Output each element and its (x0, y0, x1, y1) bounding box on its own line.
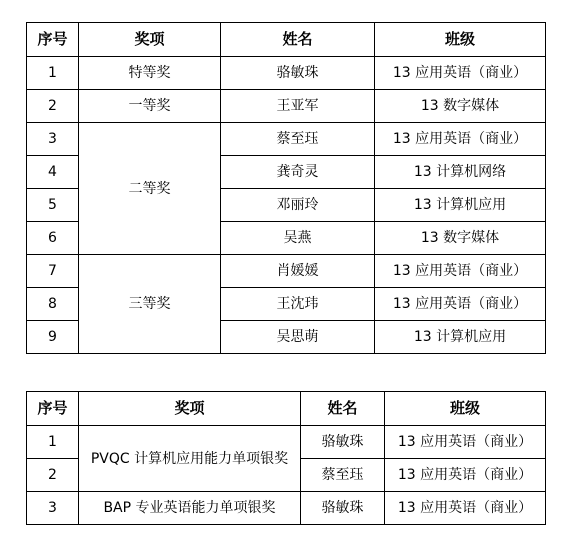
cell-class: 13 应用英语（商业） (375, 288, 546, 321)
cell-name: 王亚军 (221, 90, 375, 123)
cell-name: 龚奇灵 (221, 156, 375, 189)
cell-class: 13 数字媒体 (375, 222, 546, 255)
cell-name: 骆敏珠 (301, 426, 385, 459)
header-class: 班级 (375, 23, 546, 57)
cell-class: 13 计算机应用 (375, 189, 546, 222)
cell-class: 13 应用英语（商业） (385, 459, 546, 492)
cell-no: 9 (27, 321, 79, 354)
cell-class: 13 计算机应用 (375, 321, 546, 354)
cell-no: 1 (27, 426, 79, 459)
header-award: 奖项 (79, 392, 301, 426)
cell-no: 8 (27, 288, 79, 321)
cell-no: 1 (27, 57, 79, 90)
cell-no: 2 (27, 90, 79, 123)
cell-class: 13 应用英语（商业） (375, 123, 546, 156)
cell-class: 13 应用英语（商业） (375, 57, 546, 90)
cell-name: 骆敏珠 (301, 492, 385, 525)
table-row (27, 492, 546, 525)
cell-award: 二等奖 (79, 123, 221, 255)
cell-class: 13 应用英语（商业） (375, 255, 546, 288)
cell-class: 13 计算机网络 (375, 156, 546, 189)
table-header-row (27, 392, 546, 426)
header-name: 姓名 (221, 23, 375, 57)
cell-no: 7 (27, 255, 79, 288)
table-row (27, 90, 546, 123)
table-row (27, 57, 546, 90)
table-header-row (27, 23, 546, 57)
cell-name: 王沈玮 (221, 288, 375, 321)
cell-no: 2 (27, 459, 79, 492)
special-awards-table (26, 391, 546, 525)
cell-name: 吴思萌 (221, 321, 375, 354)
cell-award: 一等奖 (79, 90, 221, 123)
cell-no: 6 (27, 222, 79, 255)
cell-award: 三等奖 (79, 255, 221, 354)
cell-class: 13 数字媒体 (375, 90, 546, 123)
cell-no: 3 (27, 492, 79, 525)
cell-award: BAP 专业英语能力单项银奖 (79, 492, 301, 525)
cell-name: 吴燕 (221, 222, 375, 255)
cell-name: 骆敏珠 (221, 57, 375, 90)
cell-no: 3 (27, 123, 79, 156)
cell-no: 4 (27, 156, 79, 189)
header-name: 姓名 (301, 392, 385, 426)
table-row (27, 255, 546, 288)
cell-name: 蔡至珏 (301, 459, 385, 492)
cell-class: 13 应用英语（商业） (385, 492, 546, 525)
awards-table (26, 22, 546, 354)
header-no: 序号 (27, 392, 79, 426)
cell-award: 特等奖 (79, 57, 221, 90)
cell-name: 邓丽玲 (221, 189, 375, 222)
cell-award: PVQC 计算机应用能力单项银奖 (79, 426, 301, 492)
header-award: 奖项 (79, 23, 221, 57)
header-no: 序号 (27, 23, 79, 57)
table-row (27, 123, 546, 156)
cell-no: 5 (27, 189, 79, 222)
cell-class: 13 应用英语（商业） (385, 426, 546, 459)
table-row (27, 426, 546, 459)
header-class: 班级 (385, 392, 546, 426)
cell-name: 蔡至珏 (221, 123, 375, 156)
cell-name: 肖媛媛 (221, 255, 375, 288)
